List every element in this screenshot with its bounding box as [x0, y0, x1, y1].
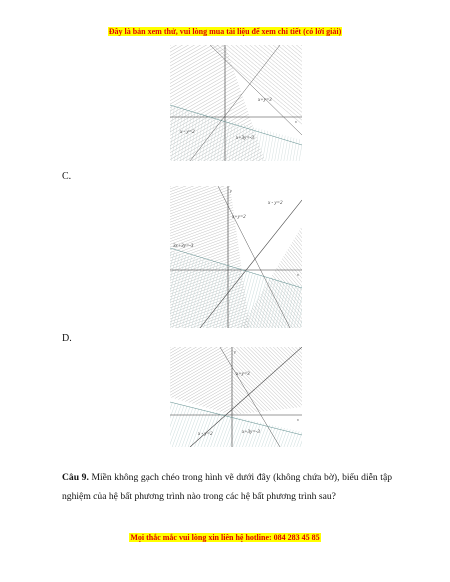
graph-option-c [170, 186, 302, 328]
preview-banner-text: Đây là bản xem thử, vui lòng mua tài liệu để xem chi tiết (có lời giải) [108, 27, 342, 36]
option-d-label: D. [62, 333, 72, 344]
graph-option-b [170, 45, 302, 161]
graph-d-label-2: x - y=2 [198, 432, 213, 437]
graph-option-d [170, 347, 302, 447]
graph-b-axis-x: x [295, 120, 297, 124]
graph-c-label-3: 3x+3y=-3 [173, 244, 194, 249]
graph-c-axis-y: y [230, 189, 232, 193]
preview-banner [0, 27, 450, 36]
graph-d-label-3: x+3y=-3 [242, 430, 260, 435]
graph-d-label-1: x+y=3 [236, 372, 250, 377]
graph-b-label-1: x+y=3 [258, 98, 272, 103]
graph-d-axis-y: y [234, 350, 236, 354]
graph-c-label-1: x - y=2 [268, 201, 283, 206]
hotline-banner [0, 533, 450, 542]
graph-c-label-2: x+y=2 [232, 215, 246, 220]
question-number: Câu 9. [62, 472, 89, 483]
option-c-label: C. [62, 171, 72, 182]
hotline-banner-text: Mọi thắc mắc vui lòng xin liên hệ hotline: 084 283 45 85 [130, 533, 320, 542]
graph-c-axis-x: x [297, 273, 299, 277]
graph-d-axis-x: x [297, 418, 299, 422]
question-text: Miền không gạch chéo trong hình vẽ dưới đây (không chứa bờ), biểu diễn tập nghiệm của hệ bất phương trình nào trong các hệ bất phương trình sau? [62, 472, 392, 502]
graph-b-label-2: x - y=2 [180, 130, 195, 135]
question-9 [62, 468, 392, 506]
graph-b-label-3: x+3y=-3 [236, 136, 254, 141]
